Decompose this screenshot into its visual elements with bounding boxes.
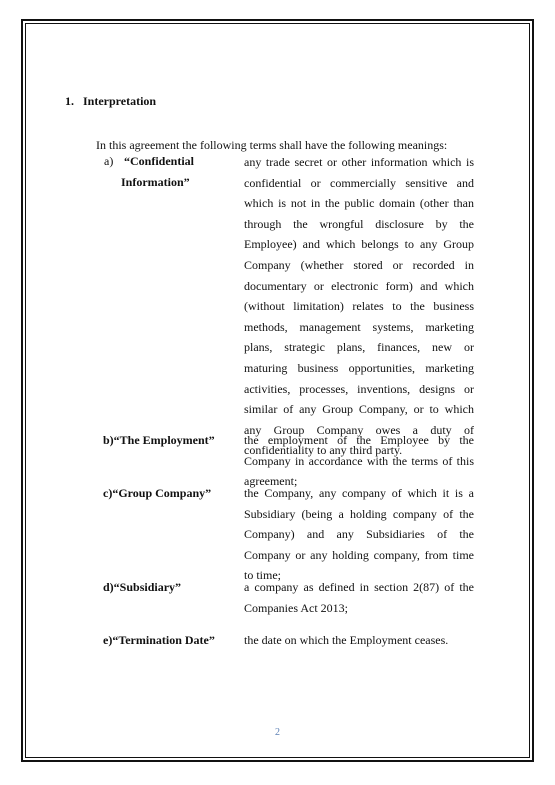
- definition-text-group-company: the Company, any company of which it is a Subsidiary (being a holding company of the Company) and any Subsidiaries of the Company or any holding company, from time to time;: [244, 486, 474, 583]
- intro-paragraph: In this agreement the following terms shall have the following meanings:: [96, 138, 448, 152]
- definition-term-termination-date: e)“Termination Date”: [103, 633, 215, 647]
- page-number: 2: [275, 727, 280, 738]
- definition-text-confidential-information: any trade secret or other information which is confidential or commercially sensitive and which is not in the public domain (other than through the wrongful disclosure by the Employee) and which belongs to any Group Company (whether stored or recorded in documentary or electronic form) and which (without limitation) relates to the business methods, management systems, marketing plans, strategic plans, finances, new or maturing business opportunities, marketing activities, processes, inventions, designs or similar of any Group Company, or to which any Group Company owes a duty of confidentiality to any third party.: [244, 155, 474, 458]
- definition-term-confidential-information: [104, 151, 194, 193]
- definition-term-line1: “Confidential: [124, 154, 195, 168]
- definition-text-subsidiary: a company as defined in section 2(87) of the Companies Act 2013;: [244, 580, 474, 615]
- definition-term-subsidiary: d)“Subsidiary”: [103, 580, 182, 594]
- definition-letter: a): [104, 154, 114, 168]
- definition-term-line2: Information”: [121, 175, 190, 189]
- definition-text-the-employment: the employment of the Employee by the Company in accordance with the terms of this agreement;: [244, 433, 474, 489]
- definition-term-the-employment: b)“The Employment”: [103, 433, 215, 447]
- section-heading: [65, 93, 156, 109]
- section-title: Interpretation: [83, 94, 157, 108]
- definition-term-group-company: c)“Group Company”: [103, 486, 212, 500]
- section-number: 1.: [65, 94, 74, 108]
- definition-text-termination-date: the date on which the Employment ceases.: [244, 633, 449, 647]
